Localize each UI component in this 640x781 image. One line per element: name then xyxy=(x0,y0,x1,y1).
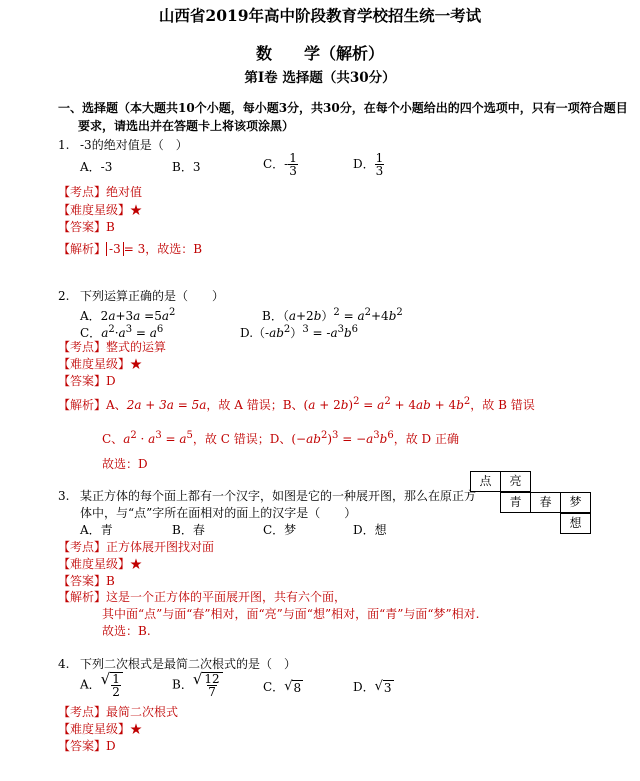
q4-option-d: D． √ 3 xyxy=(353,679,392,695)
q3-jiexi-line2: 其中面“点”与面“春”相对，面“亮”与面“想”相对，面“青”与面“梦”相对. xyxy=(102,607,480,621)
q4-option-c: C． √ 8 xyxy=(263,679,302,695)
q4-b-sqrt: √ $\frac{12}{7}$ xyxy=(193,672,223,698)
star-icon: ★ xyxy=(130,557,143,571)
net-cell-meng: 梦 xyxy=(560,492,591,513)
q3-option-b: B．春 xyxy=(172,523,205,537)
q4-nandu: 【难度星级】★ xyxy=(58,722,143,736)
q1-d-fraction: $\frac{1}{3}$ xyxy=(375,151,384,178)
q3-kaodian: 【考点】正方体展开图找对面 xyxy=(58,540,215,554)
q1-c-fraction: $\frac{1}{3}$ xyxy=(289,151,297,178)
exam-title: 山西省2019年高中阶段教育学校招生统一考试 xyxy=(158,6,482,25)
q3-stem-line1: 某正方体的每个面上都有一个汉字，如图是它的一种展开图，那么在原正方 xyxy=(80,489,477,503)
q4-a-sqrt: √ $\frac{1}{2}$ xyxy=(101,672,123,698)
section-heading-line1: 一、选择题（本大题共10个小题，每小题3分，共30分，在每个小题给出的四个选项中，只有一项符合题目 xyxy=(58,101,628,115)
q2-nandu: 【难度星级】★ xyxy=(58,357,143,371)
q4-d-sqrt: √ 3 xyxy=(374,679,392,695)
q2-option-d: $D.(-ab^2)^3 = -a^3b^6$ xyxy=(240,324,359,340)
q1-daan: 【答案】B xyxy=(58,220,115,234)
q1-stem: -3的绝对值是（ ） xyxy=(80,138,188,152)
q3-number: 3. xyxy=(58,489,70,503)
q4-option-b: B． √ $\frac{12}{7}$ xyxy=(172,672,223,698)
q2-jiexi-line1: 【解析】A、2a + 3a = 5a，故 A 错误；B、$(a + 2b)^2 = a^2 + 4ab + 4b^2$，故 B 错误 xyxy=(58,396,535,412)
net-cell-qing: 青 xyxy=(500,492,531,513)
q1-option-a: A．-3 xyxy=(80,160,113,174)
q1-option-c: C．- $\frac{1}{3}$ xyxy=(263,151,297,178)
q3-conclusion: 故选：B. xyxy=(102,624,151,638)
q4-c-sqrt: √ 8 xyxy=(284,679,302,695)
q3-option-d: D．想 xyxy=(353,523,387,537)
q4-stem: 下列二次根式是最简二次根式的是（ ） xyxy=(80,657,297,671)
star-icon: ★ xyxy=(130,203,143,217)
q4-option-a: A． √ $\frac{1}{2}$ xyxy=(80,672,123,698)
q2-kaodian: 【考点】整式的运算 xyxy=(58,340,167,354)
q3-stem-line2: 体中，与“点”字所在面相对的面上的汉字是（ ） xyxy=(80,506,357,520)
q2-stem: 下列运算正确的是（ ） xyxy=(80,289,225,303)
q2-option-a: A．$2a+3a =5a^2$ xyxy=(80,307,176,323)
volume-title: 第Ⅰ卷 选择题（共30分） xyxy=(244,70,396,86)
q1-option-d: D． $\frac{1}{3}$ xyxy=(353,151,384,178)
q2-number: 2. xyxy=(58,289,70,303)
q1-nandu: 【难度星级】★ xyxy=(58,203,143,217)
q3-option-c: C．梦 xyxy=(263,523,297,537)
net-cell-chun: 春 xyxy=(530,492,561,513)
q2-option-b: B．$(a+2b)^2 = a^2+4b^2$ xyxy=(262,307,403,323)
q4-daan: 【答案】D xyxy=(58,739,116,753)
q3-option-a: A．青 xyxy=(80,523,113,537)
q2-daan: 【答案】D xyxy=(58,374,116,388)
q3-daan: 【答案】B xyxy=(58,574,115,588)
star-icon: ★ xyxy=(130,357,143,371)
q3-jiexi-line1: 【解析】这是一个正方体的平面展开图，共有六个面， xyxy=(58,590,347,604)
q1-jiexi: 【解析】 -3 = 3，故选：B xyxy=(58,242,203,256)
section-heading-line2: 要求，请选出并在答题卡上将该项涂黑） xyxy=(78,119,295,133)
q3-nandu: 【难度星级】★ xyxy=(58,557,143,571)
q2-jiexi-line2: C、$a^2 \cdot a^3 = a^5$，故 C 错误；D、$(-ab^2)^3 = -a^3b^6$，故 D 正确 xyxy=(102,430,459,446)
star-icon: ★ xyxy=(130,722,143,736)
q2-option-c: C．$a^2\cdot a^3 = a^6$ xyxy=(80,324,164,340)
net-cell-dian: 点 xyxy=(470,471,501,492)
subject-title: 数 学（解析） xyxy=(255,44,384,63)
q1-kaodian: 【考点】绝对值 xyxy=(58,185,143,199)
q1-option-b: B．3 xyxy=(172,160,201,174)
q1-number: 1. xyxy=(58,138,70,152)
q2-conclusion: 故选：D xyxy=(102,457,148,471)
net-cell-liang: 亮 xyxy=(500,471,531,492)
q4-number: 4. xyxy=(58,657,70,671)
net-cell-xiang: 想 xyxy=(560,513,591,534)
q4-kaodian: 【考点】最简二次根式 xyxy=(58,705,179,719)
